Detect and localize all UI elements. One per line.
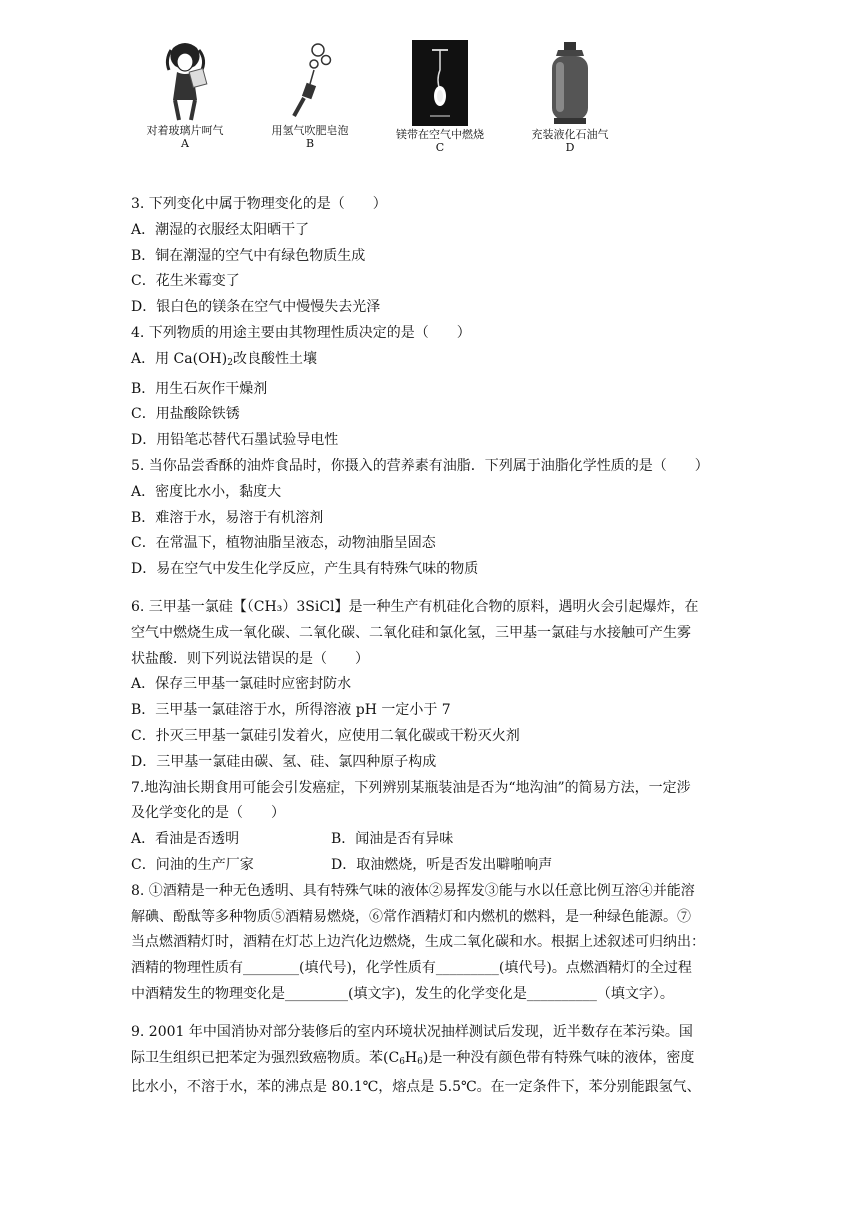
figure-d (515, 40, 625, 158)
figure-caption: 充装液化石油气 (531, 128, 609, 141)
q7-options-row-2 (131, 853, 731, 879)
q9-line-2-post: )是一种没有颜色带有特殊气味的液体，密度 (422, 1049, 695, 1066)
figure-caption: 对着玻璃片呵气 (146, 124, 224, 137)
q4-option-c: C．用盐酸除铁锈 (131, 406, 240, 423)
q5-option-c: C．在常温下，植物油脂呈液态，动物油脂呈固态 (131, 535, 436, 552)
q4-option-b: B．用生石灰作干燥剂 (131, 380, 268, 397)
figure-row (130, 40, 630, 160)
q4-stem: 4. 下列物质的用途主要由其物理性质决定的是（ ） (131, 324, 471, 341)
q6-option-c: C．扑灭三甲基一氯硅引发着火，应使用二氧化碳或干粉灭火剂 (131, 727, 520, 744)
figure-c (385, 40, 495, 158)
q3-stem: 3. 下列变化中属于物理变化的是（ ） (131, 196, 387, 212)
q6-line: 状盐酸．则下列说法错误的是（ ） (131, 650, 369, 667)
hydrogen-bubble-pipe-icon (280, 40, 340, 122)
figure-letter: D (565, 141, 575, 154)
q4-option-a-sub: 2 (227, 357, 233, 368)
q9-sub: 6 (399, 1056, 405, 1067)
q6-option-a: A．保存三甲基一氯硅时应密封防水 (131, 676, 352, 693)
q5-option-a: A．密度比水小，黏度大 (131, 483, 282, 500)
q6-line: 6. 三甲基一氯硅【（CH₃）3SiCl】是一种生产有机硅化合物的原料，遇明火会引起爆炸，在 (131, 598, 699, 615)
figure-a (130, 40, 240, 158)
q3-option-a: A．潮湿的衣服经太阳晒干了 (131, 221, 310, 238)
q6-option-b: B．三甲基一氯硅溶于水，所得溶液 pH 一定小于 7 (131, 702, 451, 719)
q9-line-2-pre: 际卫生组织已把苯定为强烈致癌物质。苯(C (131, 1049, 400, 1066)
figure-letter: C (435, 141, 445, 154)
magnesium-burning-icon (410, 40, 470, 126)
q7-line: 7.地沟油长期食用可能会引发癌症，下列辨别某瓶装油是否为“地沟油”的简易方法，一定涉 (131, 779, 691, 796)
q7-options-row-1 (131, 827, 731, 853)
q3-option-d: D．银白色的镁条在空气中慢慢失去光泽 (131, 299, 381, 316)
q9-line-2 (131, 1046, 731, 1076)
q7-option-b: B．闻油是否有异味 (331, 831, 454, 848)
q9-sub: 6 (417, 1056, 423, 1067)
figure-letter: A (181, 137, 189, 150)
gas-cylinder-icon (540, 40, 600, 126)
q6-line: 空气中燃烧生成一氧化碳、二氧化碳、二氧化硅和氯化氢，三甲基一氯硅与水接触可产生雾 (131, 624, 691, 641)
q4-option-d: D．用铅笔芯替代石墨试验导电性 (131, 432, 339, 449)
figure-caption: 镁带在空气中燃烧 (396, 128, 484, 141)
q4-option-a-post: 改良酸性土壤 (232, 350, 317, 367)
q7-line: 及化学变化的是（ ） (131, 805, 285, 822)
q7-option-a: A．看油是否透明 (131, 831, 240, 848)
q7-option-d: D．取油燃烧，听是否发出噼啪响声 (331, 856, 553, 873)
q6-option-d: D．三甲基一氯硅由碳、氢、硅、氯四种原子构成 (131, 753, 437, 770)
figure-b (255, 40, 365, 158)
q8-line: 8. ①酒精是一种无色透明、具有特殊气味的液体②易挥发③能与水以任意比例互溶④并能溶 (131, 882, 695, 899)
q4-option-a-pre: A．用 Ca(OH) (131, 350, 228, 367)
q8-line: 当点燃酒精灯时，酒精在灯芯上边汽化边燃烧，生成二氧化碳和水。根据上述叙述可归纳出： (131, 934, 705, 951)
q9-line-3: 比水小，不溶于水，苯的沸点是 80.1℃，熔点是 5.5℃。在一定条件下，苯分别能跟氢气、 (131, 1079, 701, 1096)
figure-caption: 用氢气吹肥皂泡 (271, 124, 349, 137)
question-list (131, 192, 731, 1101)
q4-option-a (131, 347, 731, 377)
q9-line-1: 9. 2001 年中国消协对部分装修后的室内环境状况抽样测试后发现，近半数存在苯污染。国 (131, 1023, 693, 1040)
q3-option-c: C．花生米霉变了 (131, 273, 240, 290)
q5-stem: 5. 当你品尝香酥的油炸食品时，你摄入的营养素有油脂．下列属于油脂化学性质的是（ ） (131, 457, 709, 474)
q9-mid: H (404, 1049, 418, 1066)
q8-line: 酒精的物理性质有________(填代号)，化学性质有_________(填代号)。点燃酒精灯的全过程 (131, 960, 692, 977)
person-breathing-on-glass-icon (155, 40, 215, 122)
q8-line: 中酒精发生的物理变化是_________(填文字)，发生的化学变化是__________（填文字）。 (131, 985, 674, 1002)
q7-option-c: C．问油的生产厂家 (131, 856, 254, 873)
q3-option-b: B．铜在潮湿的空气中有绿色物质生成 (131, 247, 366, 264)
q5-option-d: D．易在空气中发生化学反应，产生具有特殊气味的物质 (131, 561, 479, 578)
figure-letter: B (305, 137, 315, 150)
q8-line: 解碘、酚酞等多种物质⑤酒精易燃烧，⑥常作酒精灯和内燃机的燃料，是一种绿色能源。⑦ (131, 908, 691, 925)
q5-option-b: B．难溶于水，易溶于有机溶剂 (131, 509, 324, 526)
